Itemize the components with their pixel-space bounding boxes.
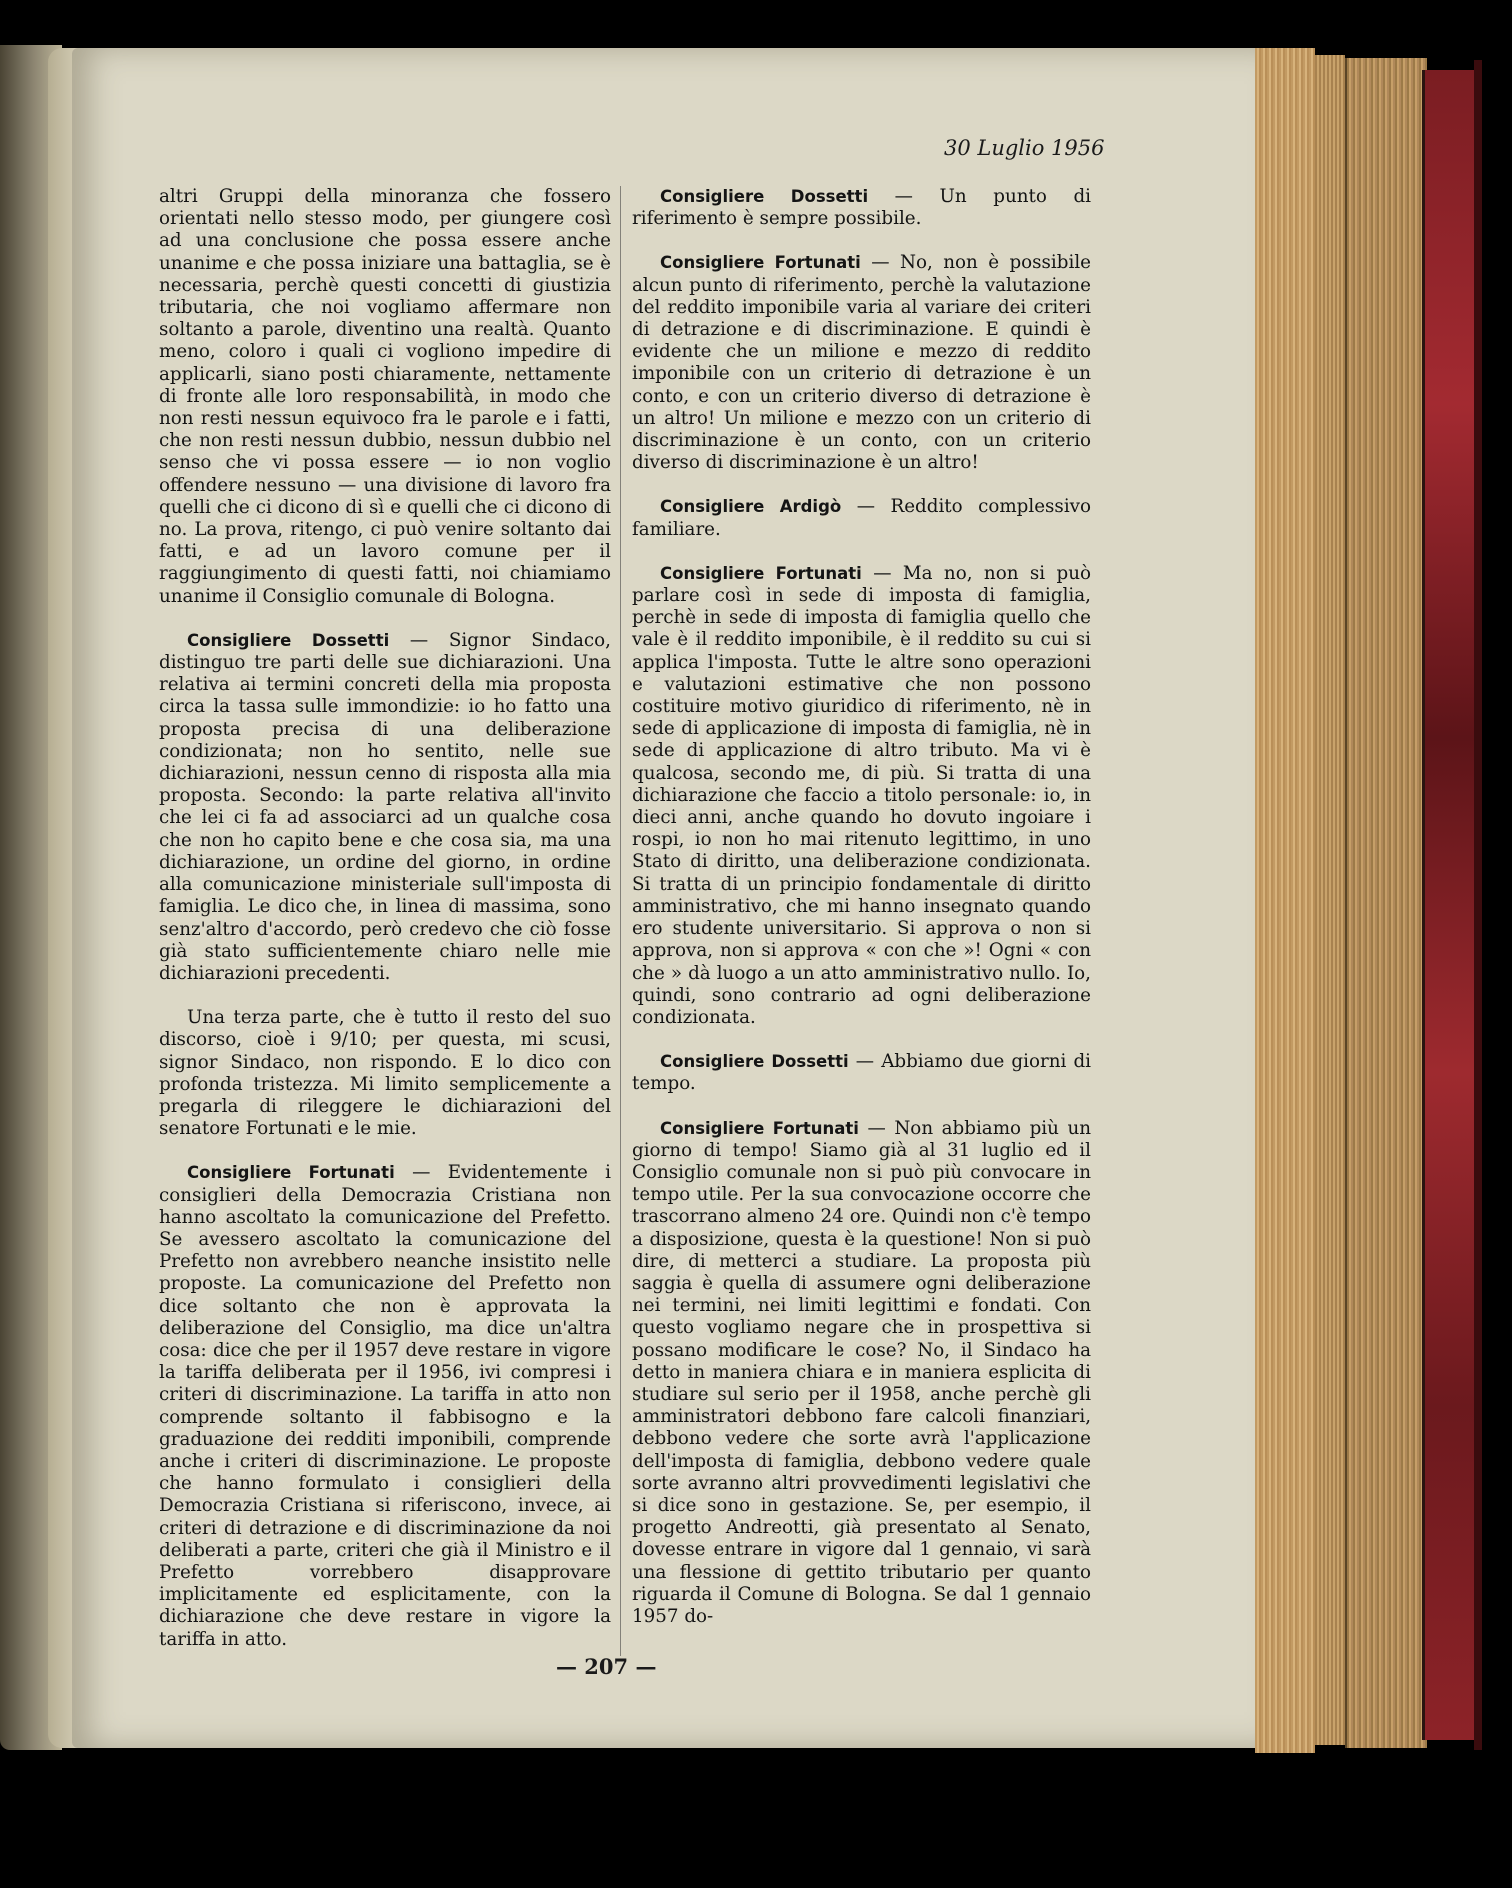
speaker-name: Consigliere Fortunati <box>660 563 862 583</box>
paragraph-text: — Signor Sindaco, distinguo tre parti delle sue dichiarazioni. Una relativa ai termini concreti della mia proposta circa la tassa sulle immondizie: io ho fatto una proposta precisa di una deliberazione condizionata; non ho sentito, nelle sue dichiarazioni, nessun cenno di risposta alla mia proposta. Secondo: la parte relativa all'invito che lei ci fa ad associarci ad un qualche cosa che non ho capito bene e che cosa sia, ma una dichiarazione, un ordine del giorno, in ordine alla comunicazione ministeriale sull'imposta di famiglia. Le dico che, in linea di massima, sono senz'altro d'accordo, però credevo che ciò fosse già stato sufficientemente chiaro nelle mie dichiarazioni precedenti. <box>159 629 611 984</box>
page-stack-edge <box>1255 48 1315 1753</box>
speaker-name: Consigliere Dossetti <box>660 1052 849 1072</box>
book-cover <box>1422 70 1477 1740</box>
speaker-name: Consigliere Fortunati <box>660 253 861 273</box>
speaker-name: Consigliere Dossetti <box>660 187 869 206</box>
page-stack-edge <box>1315 55 1345 1745</box>
speaker-name: Consigliere Fortunati <box>660 1118 859 1138</box>
right-text-column <box>632 186 1091 1650</box>
speaker-name: Consigliere Fortunati <box>187 1163 395 1183</box>
paragraph-text: — No, non è possibile alcun punto di riferimento, perchè la valutazione del reddito imponibile varia al variare dei criteri di detrazione e di discriminazione. E quindi è evidente che un milione e mezzo di reddito imponibile con un criterio di detrazione è un conto, e con un criterio diverso di detrazione è un altro! Un milione e mezzo con un criterio di discriminazione è un conto, con un criterio diverso di discriminazione è un altro! <box>632 252 1091 474</box>
page-stack-edge <box>1345 58 1427 1748</box>
paragraph <box>159 1162 611 1650</box>
paragraph <box>632 496 1091 540</box>
column-divider <box>620 186 621 1656</box>
paragraph <box>159 630 611 985</box>
paragraph <box>632 1118 1091 1629</box>
paragraph-text: altri Gruppi della minoranza che fossero orientati nello stesso modo, per giungere così ad una conclusione che possa essere anche unanime e che possa iniziare una battaglia, se è necessaria, perchè questi concetti di giustizia tributaria, che noi vogliamo affermare non soltanto a parole, diventino una realtà. Quanto meno, coloro i quali ci vogliono impedire di applicarli, siano posti chiaramente, nettamente di fronte alle loro responsabilità, in modo che non resti nessun equivoco fra le parole e i fatti, che non resti nessun dubbio, nessun dubbio nel senso che vi possa essere — io non voglio offendere nessuno — una divisione di lavoro fra quelli che ci dicono di sì e quelli che ci dicono di no. La prova, ritengo, ci può venire soltanto dai fatti, e ad un lavoro comune per il raggiungimento di questi fatti, noi chiamiamo unanime il Consiglio comunale di Bologna. <box>159 186 611 607</box>
page-number: — 207 — <box>556 1654 657 1679</box>
speaker-name: Consigliere Dossetti <box>187 630 390 650</box>
book-cover-edge <box>1474 60 1482 1750</box>
paragraph-text: Una terza parte, che è tutto il resto del suo discorso, cioè i 9/10; per questa, mi scusi, signor Sindaco, non rispondo. E lo dico con profonda tristezza. Mi limito semplicemente a pregarla di rileggere le dichiarazioni del senatore Fortunati e le mie. <box>159 1007 611 1140</box>
paragraph-text: — Non abbiamo più un giorno di tempo! Siamo già al 31 luglio ed il Consiglio comunale non si può più convocare in tempo utile. Per la sua convocazione occorre che trascorrano almeno 24 ore. Quindi non c'è tempo a disposizione, questa è la questione! Non si può dire, di metterci a studiare. La proposta più saggia è quella di assumere ogni deliberazione nei termini, nei limiti legittimi e fondati. Con questo vogliamo negare che in prospettiva si possano modificare le cose? No, il Sindaco ha detto in maniera chiara e in maniera esplicita di studiare sul serio per il 1958, anche perchè gli amministratori debbono fare calcoli finanziari, debbono vedere che sorte avrà l'applicazione dell'imposta di famiglia, debbono vedere quale sorte avranno altri provvedimenti legislativi che si dice sono in gestazione. Se, per esempio, il progetto Andreotti, già presentato al Senato, dovesse entrare in vigore dal 1 gennaio, vi sarà una flessione di gettito tributario per quanto riguarda il Comune di Bologna. Se dal 1 gennaio 1957 do- <box>632 1117 1091 1627</box>
paragraph-text: — Reddito complessivo familiare. <box>632 496 1091 540</box>
paragraph-text: — Evidentemente i consiglieri della Democrazia Cristiana non hanno ascoltato la comunicazione del Prefetto. Se avessero ascoltato la comunicazione del Prefetto non avrebbero neanche insistito nelle proposte. La comunicazione del Prefetto non dice soltanto che non è approvata la deliberazione del Consiglio, ma dice un'altra cosa: dice che per il 1957 deve restare in vigore la tariffa deliberata per il 1956, ivi compresi i criteri di discriminazione. La tariffa in atto non comprende soltanto il fabbisogno e la graduazione dei redditi imponibili, comprende anche i criteri di discriminazione. Le proposte che hanno formulato i consiglieri della Democrazia Cristiana si riferiscono, invece, ai criteri di detrazione e di discriminazione da noi deliberati a parte, criteri che già il Ministro e il Prefetto vorrebbero disapprovare implicitamente ed esplicitamente, con la dichiarazione che deve restare in vigore la tariffa in atto. <box>159 1162 611 1650</box>
paragraph <box>159 1007 611 1140</box>
speaker-name: Consigliere Ardigò <box>660 497 842 517</box>
paragraph <box>632 252 1091 474</box>
paragraph-text: — Abbiamo due giorni di tempo. <box>632 1051 1091 1095</box>
page-header-date: 30 Luglio 1956 <box>944 136 1105 160</box>
paragraph <box>632 563 1091 1029</box>
paragraph-text: — Un punto di riferimento è sempre possibile. <box>632 186 1091 230</box>
paragraph <box>632 1051 1091 1095</box>
paragraph <box>632 186 1091 230</box>
paragraph-text: — Ma no, non si può parlare così in sede di imposta di famiglia, perchè in sede di imposta di famiglia quello che vale è il reddito imponibile, è il reddito su cui si applica l'imposta. Tutte le altre sono operazioni e valutazioni estimative che non possono costituire motivo giuridico di riferimento, nè in sede di applicazione di imposta di famiglia, nè in sede di applicazione di altro tributo. Ma vi è qualcosa, secondo me, di più. Si tratta di una dichiarazione che faccio a titolo personale: io, in dieci anni, anche quando ho dovuto ingoiare i rospi, io non ho mai ritenuto legittimo, in uno Stato di diritto, una deliberazione condizionata. Si tratta di un principio fondamentale di diritto amministrativo, che mi hanno insegnato quando ero studente universitario. Si approva o non si approva, non si approva « con che »! Ogni « con che » dà luogo a un atto amministrativo nullo. Io, quindi, sono contrario ad ogni deliberazione condizionata. <box>632 562 1092 1028</box>
paragraph <box>159 186 611 608</box>
left-text-column <box>159 186 611 1673</box>
